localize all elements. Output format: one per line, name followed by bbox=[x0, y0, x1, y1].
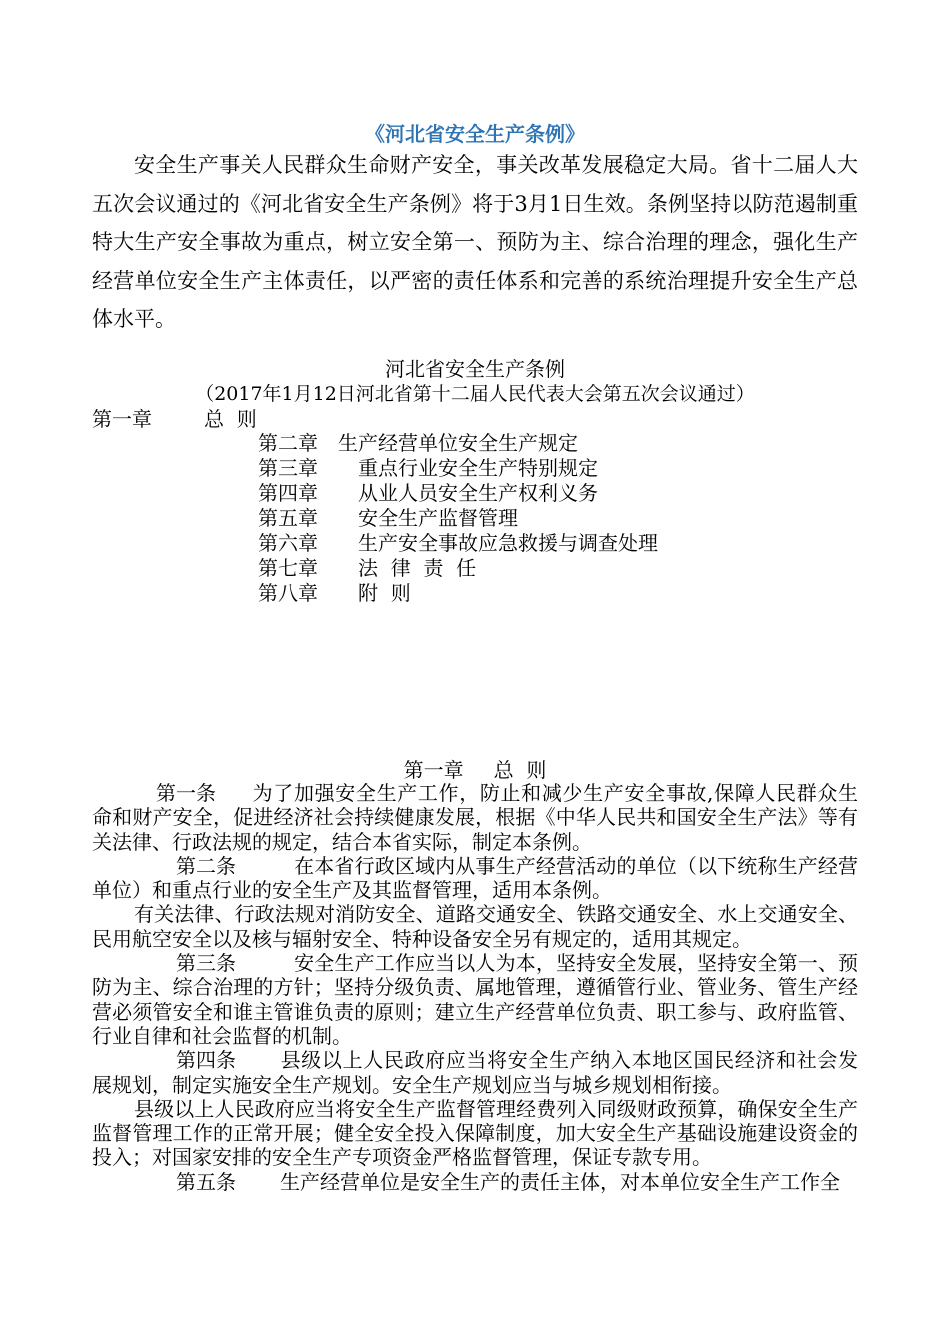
toc-chapter-name: 附 则 bbox=[358, 581, 411, 605]
toc-chapter-number: 第二章 bbox=[258, 431, 318, 455]
article-text: 生产经营单位是安全生产的责任主体，对本单位安全生产工作全 bbox=[280, 1169, 840, 1194]
article-paragraph bbox=[92, 1170, 858, 1194]
chapter-body bbox=[92, 781, 858, 1194]
article-text: 县级以上人民政府应当将安全生产纳入本地区国民经济和社会发展规划，制定实施安全生产规划。安全生产规划应当与城乡规划相衔接。 bbox=[92, 1048, 858, 1097]
article-number: 第一条 bbox=[156, 781, 216, 805]
document-title: 《河北省安全生产条例》 bbox=[365, 122, 585, 146]
toc-entry bbox=[258, 481, 658, 506]
toc-entry bbox=[258, 456, 658, 481]
toc-entry bbox=[258, 506, 658, 531]
chapter-heading bbox=[0, 758, 950, 782]
law-subtitle: （2017年1月12日河北省第十二届人民代表大会第五次会议通过） bbox=[195, 383, 755, 405]
toc-chapter-name: 重点行业安全生产特别规定 bbox=[358, 456, 598, 480]
toc-chapter-number: 第一章 bbox=[92, 407, 152, 431]
toc-chapter-number: 第七章 bbox=[258, 556, 318, 580]
article-number: 第四条 bbox=[176, 1048, 236, 1073]
toc-entry bbox=[258, 581, 658, 606]
article-paragraph bbox=[92, 1097, 858, 1170]
article-paragraph bbox=[92, 854, 858, 903]
toc-entry bbox=[258, 556, 658, 581]
toc-entry bbox=[258, 431, 658, 456]
law-title: 河北省安全生产条例 bbox=[385, 357, 565, 381]
toc-chapter-number: 第八章 bbox=[258, 581, 318, 605]
toc-chapter-number: 第三章 bbox=[258, 456, 318, 480]
table-of-contents bbox=[258, 431, 658, 606]
article-text: 有关法律、行政法规对消防安全、道路交通安全、铁路交通安全、水上交通安全、民用航空安全以及核与辐射安全、特种设备安全另有规定的，适用其规定。 bbox=[92, 902, 858, 951]
toc-chapter-name: 生产安全事故应急救援与调查处理 bbox=[358, 531, 658, 555]
toc-chapter-name: 从业人员安全生产权利义务 bbox=[358, 481, 598, 505]
toc-chapter-name: 安全生产监督管理 bbox=[358, 506, 518, 530]
toc-chapter-number: 第四章 bbox=[258, 481, 318, 505]
chapter-name: 总 则 bbox=[493, 758, 547, 782]
toc-chapter-number: 第五章 bbox=[258, 506, 318, 530]
article-text: 安全生产工作应当以人为本，坚持安全发展，坚持安全第一、预防为主、综合治理的方针；坚持分级负责、属地管理，遵循管行业、管业务、管生产经营必须管安全和谁主管谁负责的原则；建立生产经营单位负责、职工参与、政府监管、行业自律和社会监督的机制。 bbox=[92, 951, 858, 1048]
article-number: 第五条 bbox=[176, 1169, 236, 1194]
toc-entry-chapter-1 bbox=[92, 407, 257, 431]
toc-chapter-name: 法 律 责 任 bbox=[358, 556, 477, 580]
chapter-number: 第一章 bbox=[403, 758, 464, 782]
toc-chapter-name: 生产经营单位安全生产规定 bbox=[338, 431, 578, 455]
intro-paragraph: 安全生产事关人民群众生命财产安全，事关改革发展稳定大局。省十二届人大五次会议通过的《河北省安全生产条例》将于3月1日生效。条例坚持以防范遏制重特大生产安全事故为重点，树立安全第一、预防为主、综合治理的理念，强化生产经营单位安全生产主体责任，以严密的责任体系和完善的系统治理提升安全生产总体水平。 bbox=[92, 153, 858, 331]
article-number: 第三条 bbox=[176, 951, 236, 976]
article-paragraph bbox=[92, 781, 858, 854]
article-text: 在本省行政区域内从事生产经营活动的单位（以下统称生产经营单位）和重点行业的安全生产及其监督管理，适用本条例。 bbox=[92, 853, 858, 903]
article-paragraph bbox=[92, 951, 858, 1048]
toc-chapter-name: 总 则 bbox=[204, 407, 257, 431]
toc-entry bbox=[258, 531, 658, 556]
article-text: 县级以上人民政府应当将安全生产监督管理经费列入同级财政预算，确保安全生产监督管理工作的正常开展；健全安全投入保障制度，加大安全生产基础设施建设资金的投入；对国家安排的安全生产专项资金严格监督管理，保证专款专用。 bbox=[92, 1096, 858, 1170]
toc-chapter-number: 第六章 bbox=[258, 531, 318, 555]
article-number: 第二条 bbox=[176, 853, 236, 878]
article-text: 为了加强安全生产工作，防止和减少生产安全事故,保障人民群众生命和财产安全，促进经济社会持续健康发展，根据《中华人民共和国安全生产法》等有关法律、行政法规的规定，结合本省实际，制定本条例。 bbox=[92, 781, 858, 854]
article-paragraph bbox=[92, 902, 858, 951]
article-paragraph bbox=[92, 1048, 858, 1097]
